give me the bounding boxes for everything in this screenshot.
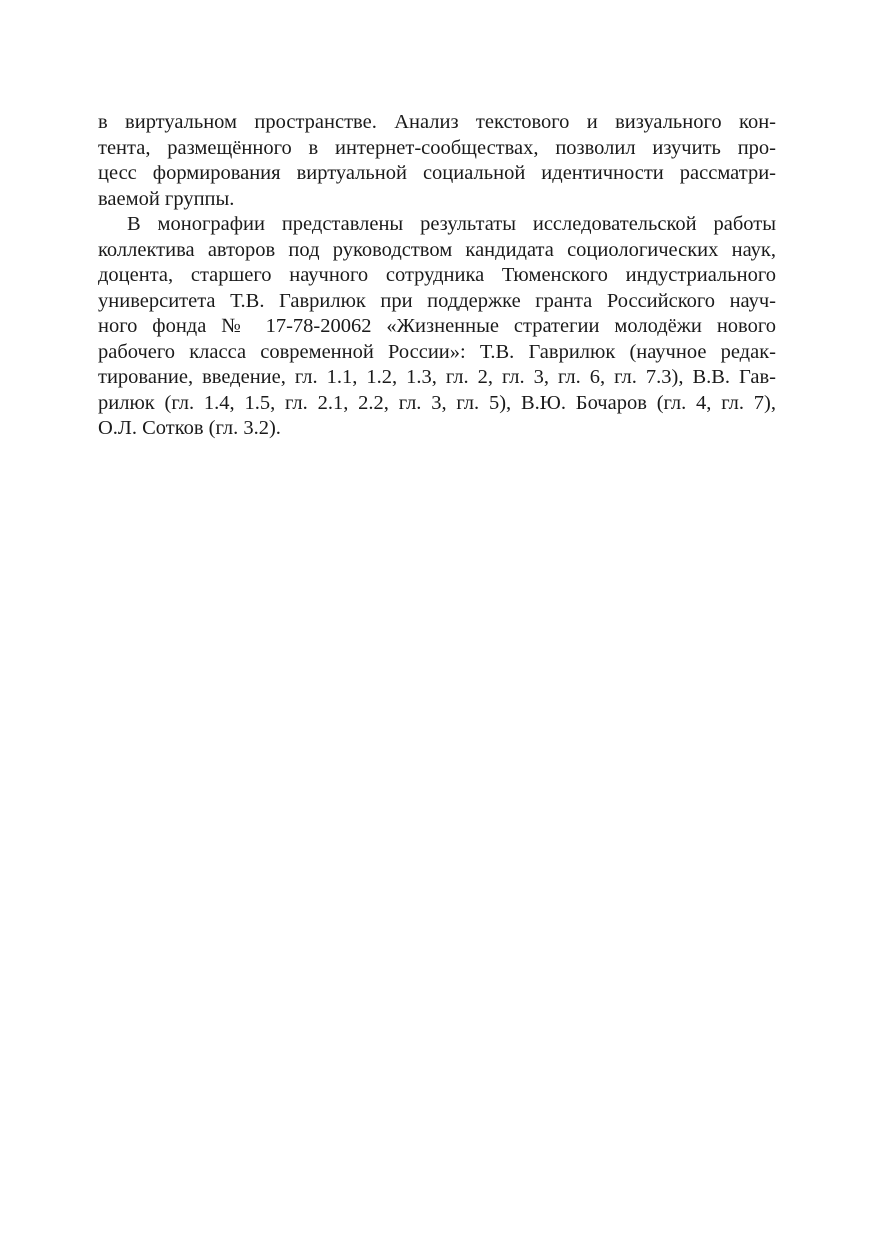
paragraph-2 (98, 212, 776, 442)
text-line: ваемой группы. (98, 187, 235, 210)
text-line: коллектива авторов под руководством кандидата социологических наук, (98, 238, 776, 261)
text-line: тента, размещённого в интернет-сообществах, позволил изучить про- (98, 136, 776, 159)
text-line: ного фонда № 17-78-20062 «Жизненные стратегии молодёжи нового (98, 315, 776, 337)
text-line: тирование, введение, гл. 1.1, 1.2, 1.3, гл. 2, гл. 3, гл. 6, гл. 7.3), В.В. Гав- (98, 366, 776, 388)
text-line: университета Т.В. Гаврилюк при поддержке гранта Российского науч- (98, 289, 776, 312)
text-line: рилюк (гл. 1.4, 1.5, гл. 2.1, 2.2, гл. 3, гл. 5), В.Ю. Бочаров (гл. 4, гл. 7), (98, 391, 776, 414)
text-line: О.Л. Сотков (гл. 3.2). (98, 417, 281, 439)
text-line: доцента, старшего научного сотрудника Тюменского индустриального (98, 264, 776, 286)
body-text (98, 110, 776, 442)
paragraph-1 (98, 110, 776, 212)
text-line: цесс формирования виртуальной социальной идентичности рассматри- (98, 162, 776, 184)
text-line: рабочего класса современной России»: Т.В. Гаврилюк (научное редак- (98, 340, 776, 363)
text-line: В монографии представлены результаты исследовательской работы (127, 213, 776, 235)
text-line: в виртуальном пространстве. Анализ текстового и визуального кон- (98, 111, 776, 133)
